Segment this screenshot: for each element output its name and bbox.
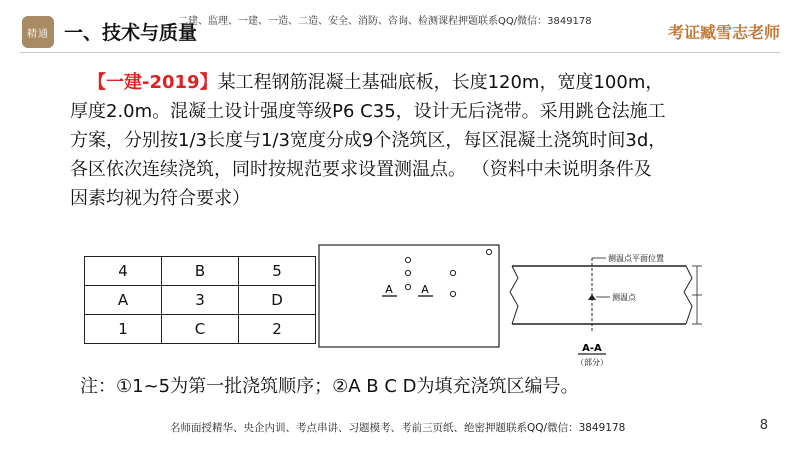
table-row [85, 315, 316, 344]
note-text: 注：①1~5为第一批浇筑顺序；②A B C D为填充浇筑区编号。 [80, 376, 579, 397]
section-title: 一、技术与质量 [64, 22, 198, 44]
table-cell: C [162, 315, 239, 344]
question-line-2: 厚度2.0m。混凝土设计强度等级P6 C35，设计无后浇带。采用跳仓法施工 [70, 101, 666, 122]
question-paragraph [70, 68, 788, 213]
temp-point-label: 测温点 [612, 293, 636, 302]
question-line-3: 方案，分别按1/3长度与1/3宽度分成9个浇筑区，每区混凝土浇筑时间3d， [70, 130, 667, 151]
brand-name: 考证臧雪志老师 [667, 23, 780, 42]
table-cell: 3 [162, 286, 239, 315]
plan-position-label: 测温点平面位置 [608, 254, 664, 263]
table-cell: 1 [85, 315, 162, 344]
header-divider [20, 52, 780, 53]
table-cell: 5 [239, 257, 316, 286]
table-cell: A [85, 286, 162, 315]
break-line-left [510, 266, 518, 324]
table-row [85, 257, 316, 286]
question-line-5: 因素均视为符合要求） [70, 188, 250, 209]
question-line-1 [88, 68, 788, 97]
page-number: 8 [759, 418, 768, 433]
footer-contact-line: 名师面授精华、央企内训、考点串讲、习题模考、考前三页纸、绝密押题联系QQ/微信：3849178 [170, 422, 626, 434]
section-view-diagram [506, 244, 730, 368]
table-cell: 2 [239, 315, 316, 344]
question-text: 某工程钢筋混凝土基础底板，长度120m，宽度100m， [217, 72, 664, 93]
temp-point-triangle [588, 294, 596, 300]
table-cell: D [239, 286, 316, 315]
table-row [85, 286, 316, 315]
table-cell: B [162, 257, 239, 286]
logo-badge: 精通 [22, 16, 54, 48]
table-cell: 4 [85, 257, 162, 286]
section-mark-right: A [421, 283, 429, 296]
question-line-4: 各区依次连续浇筑，同时按规范要求设置测温点。 （资料中未说明条件及 [70, 159, 652, 180]
header-contact-line: 二建、监理、一建、一造、二造、安全、消防、咨询、检测课程押题联系QQ/微信：3849178 [178, 16, 592, 27]
section-title: A-A [582, 343, 602, 354]
section-mark-left: A [385, 283, 393, 296]
break-line-right [684, 266, 692, 324]
pour-zone-table [84, 256, 316, 344]
section-subtitle: （部分） [576, 358, 608, 367]
plan-view-diagram [318, 244, 500, 348]
question-tag: 【一建-2019】 [88, 72, 218, 93]
slab-outline [319, 245, 499, 347]
